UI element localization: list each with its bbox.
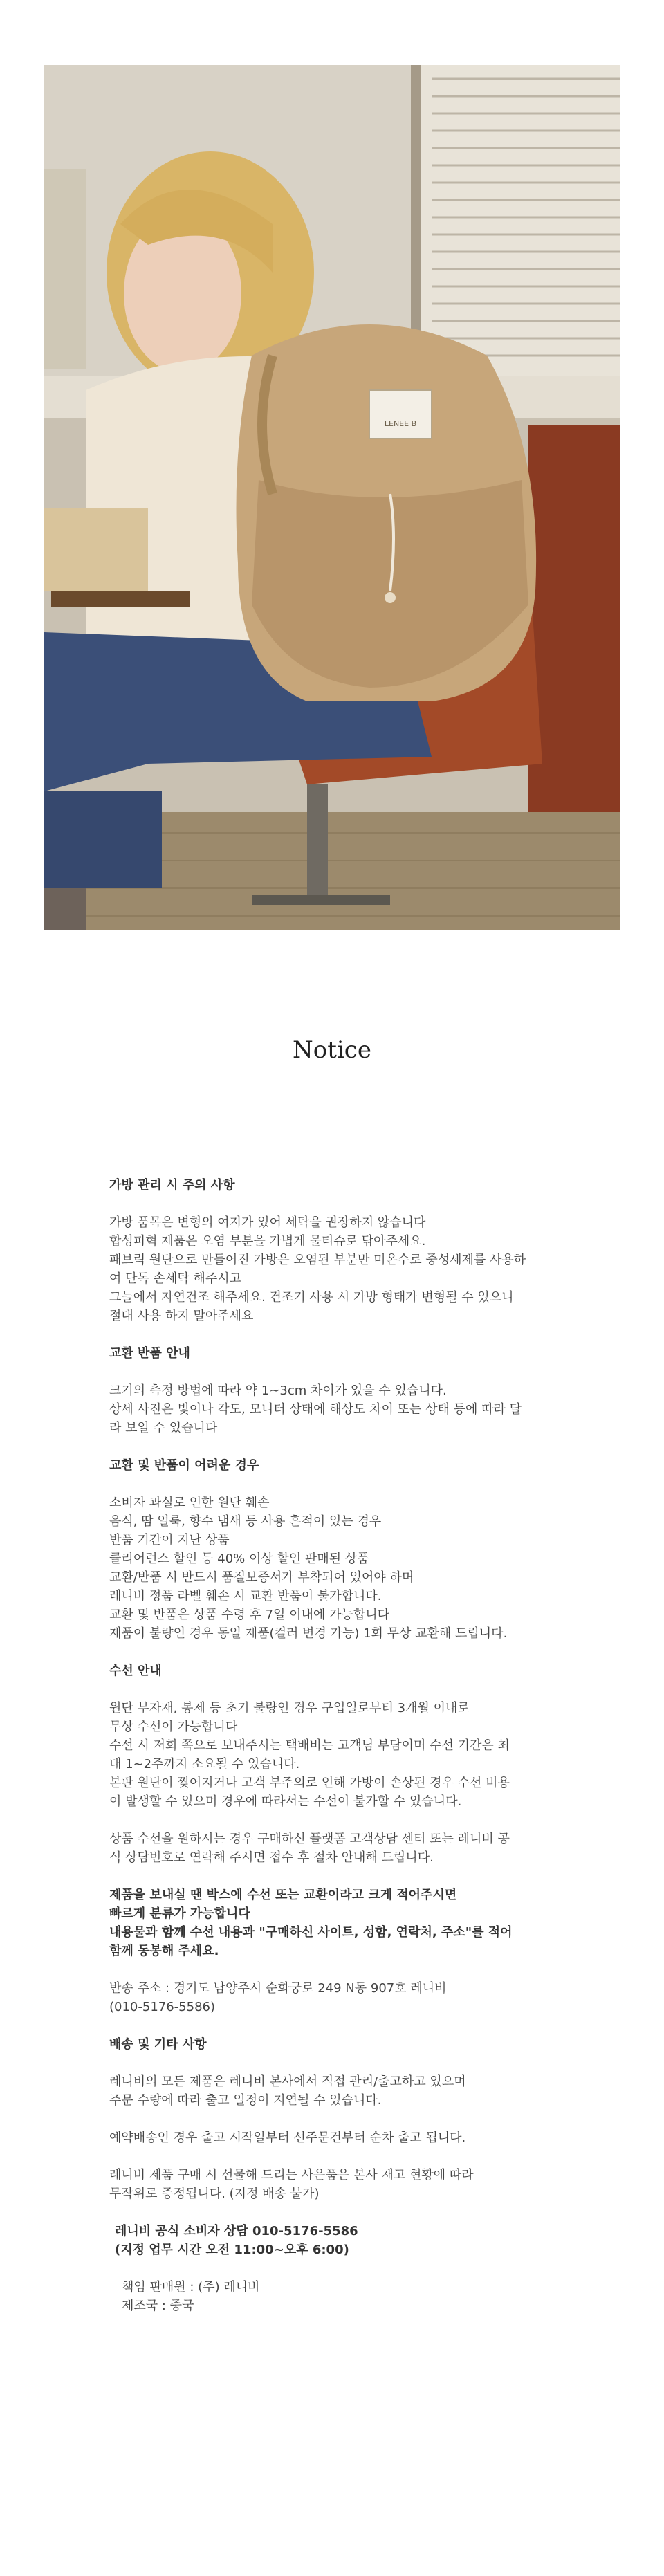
- section-paragraph: [109, 1830, 566, 1867]
- text-line: 음식, 땀 얼룩, 향수 냄새 등 사용 흔적이 있는 경우: [109, 1514, 382, 1529]
- section-paragraph: [109, 1213, 566, 1325]
- text-line: 레니비 정품 라벨 훼손 시 교환 반품이 불가합니다.: [109, 1589, 382, 1603]
- text-line: 본판 원단이 찢어지거나 고객 부주의로 인해 가방이 손상된 경우 수선 비용: [109, 1776, 510, 1790]
- text-line: 반송 주소 : 경기도 남양주시 순화궁로 249 N동 907호 레니비: [109, 1981, 447, 1996]
- text-line: 내용물과 함께 수선 내용과 "구매하신 사이트, 성함, 연락처, 주소"를 적어: [109, 1925, 513, 1940]
- contact-line: (지정 업무 시간 오전 11:00~오후 6:00): [115, 2243, 349, 2257]
- text-line: 교환/반품 시 반드시 품질보증서가 부착되어 있어야 하며: [109, 1570, 414, 1585]
- footer-origin: 제조국 : 중국: [122, 2299, 194, 2313]
- text-line: 레니비 제품 구매 시 선물해 드리는 사은품은 본사 재고 현황에 따라: [109, 2168, 474, 2182]
- text-line: 함께 동봉해 주세요.: [109, 1944, 219, 1958]
- text-line: 상세 사진은 빛이나 각도, 모니터 상태에 해상도 차이 또는 상태 등에 따라 달: [109, 1402, 522, 1417]
- text-line: (010-5176-5586): [109, 2000, 216, 2014]
- text-line: 교환 및 반품은 상품 수령 후 7일 이내에 가능합니다: [109, 1608, 389, 1622]
- text-line: 패브릭 원단으로 만들어진 가방은 오염된 부분만 미온수로 중성세제를 사용하: [109, 1253, 526, 1267]
- text-line: 식 상담번호로 연락해 주시면 접수 후 절차 안내해 드립니다.: [109, 1850, 434, 1865]
- text-line: 합성피혁 제품은 오염 부분을 가볍게 물티슈로 닦아주세요.: [109, 1234, 426, 1249]
- section-paragraph: [109, 1699, 566, 1811]
- section-heading: 수선 안내: [109, 1664, 162, 1678]
- contact-line: 레니비 공식 소비자 상담 010-5176-5586: [115, 2224, 358, 2238]
- product-photo: [44, 65, 620, 930]
- text-line: 상품 수선을 원하시는 경우 구매하신 플랫폼 고객상담 센터 또는 레니비 공: [109, 1832, 510, 1846]
- section-paragraph: [109, 1381, 566, 1437]
- text-line: 여 단독 손세탁 해주시고: [109, 1271, 242, 1286]
- return-address: [109, 1979, 566, 2016]
- notice-title: Notice: [293, 1036, 371, 1064]
- text-line: 수선 시 저희 쪽으로 보내주시는 택배비는 고객님 부담이며 수선 기간은 최: [109, 1738, 510, 1753]
- text-line: 빠르게 분류가 가능합니다: [109, 1906, 250, 1921]
- text-line: 반품 기간이 지난 상품: [109, 1533, 230, 1547]
- text-line: 예약배송인 경우 출고 시작일부터 선주문건부터 순차 출고 됩니다.: [109, 2131, 466, 2145]
- text-line: 대 1~2주까지 소요될 수 있습니다.: [109, 1757, 300, 1772]
- text-line: 제품을 보내실 땐 박스에 수선 또는 교환이라고 크게 적어주시면: [109, 1888, 457, 1902]
- text-line: 레니비의 모든 제품은 레니비 본사에서 직접 관리/출고하고 있으며: [109, 2074, 466, 2089]
- section-paragraph: [109, 2072, 566, 2110]
- section-paragraph: [109, 2128, 566, 2147]
- text-line: 원단 부자재, 봉제 등 초기 불량인 경우 구입일로부터 3개월 이내로: [109, 1701, 470, 1715]
- text-line: 가방 품목은 변형의 여지가 있어 세탁을 권장하지 않습니다: [109, 1215, 426, 1230]
- text-line: 클리어런스 할인 등 40% 이상 할인 판매된 상품: [109, 1552, 369, 1566]
- section-paragraph: [109, 2166, 566, 2203]
- text-line: 이 발생할 수 있으며 경우에 따라서는 수선이 불가할 수 있습니다.: [109, 1794, 462, 1809]
- section-heading: 배송 및 기타 사항: [109, 2037, 207, 2052]
- text-line: 제품이 불량인 경우 동일 제품(컬러 변경 가능) 1회 무상 교환해 드립니다.: [109, 1626, 508, 1641]
- section-paragraph: [109, 1493, 566, 1643]
- contact-info: [115, 2222, 566, 2259]
- text-line: 라 보일 수 있습니다: [109, 1421, 218, 1435]
- footer-info: [122, 2278, 566, 2315]
- text-line: 주문 수량에 따라 출고 일정이 지연될 수 있습니다.: [109, 2093, 382, 2108]
- text-line: 절대 사용 하지 말아주세요: [109, 1309, 254, 1323]
- bag-label-text: LENEE B: [384, 419, 417, 428]
- emphasis-block: [109, 1886, 566, 1960]
- text-line: 무상 수선이 가능합니다: [109, 1720, 238, 1734]
- text-line: 무작위로 증정됩니다. (지정 배송 불가): [109, 2187, 320, 2201]
- section-heading: 교환 및 반품이 어려운 경우: [109, 1458, 259, 1473]
- product-photo-illustration: [44, 65, 620, 930]
- section-heading: 교환 반품 안내: [109, 1346, 190, 1361]
- text-line: 크기의 측정 방법에 따라 약 1~3cm 차이가 있을 수 있습니다.: [109, 1383, 447, 1398]
- notice-content: [109, 1176, 566, 2315]
- footer-seller: 책임 판매원 : (주) 레니비: [122, 2280, 260, 2294]
- section-heading: 가방 관리 시 주의 사항: [109, 1178, 235, 1193]
- text-line: 그늘에서 자연건조 해주세요. 건조기 사용 시 가방 형태가 변형될 수 있으니: [109, 1290, 514, 1305]
- text-line: 소비자 과실로 인한 원단 훼손: [109, 1496, 270, 1510]
